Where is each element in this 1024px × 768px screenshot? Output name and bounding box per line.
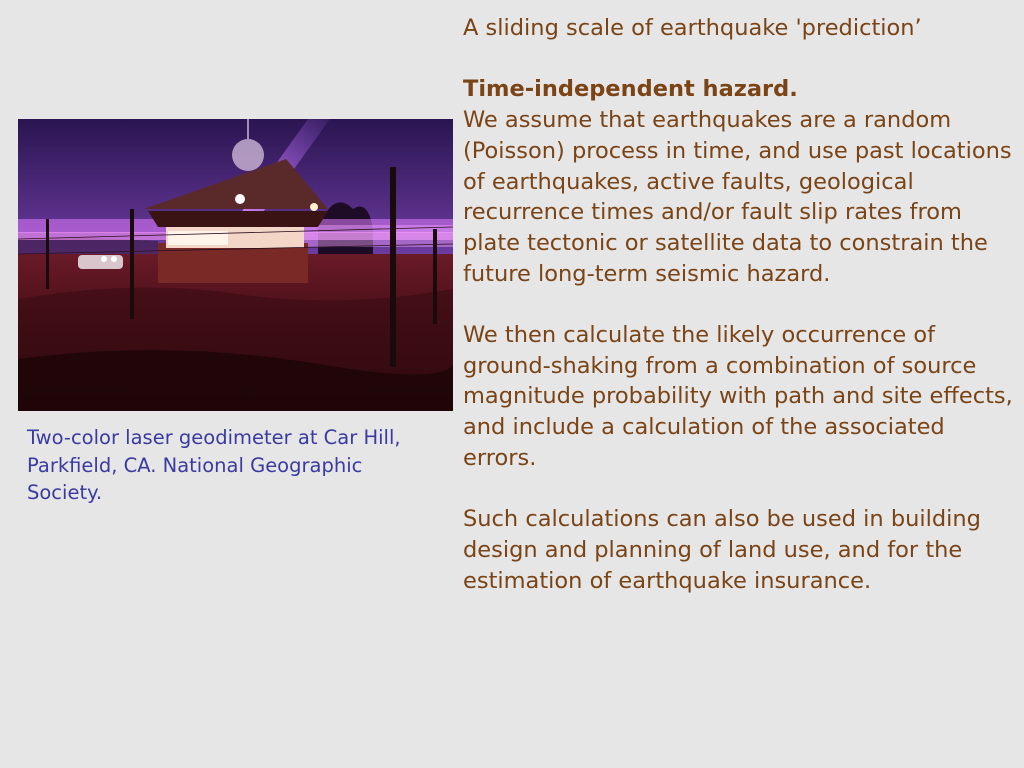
spacer (463, 474, 1019, 505)
slide-title: A sliding scale of earthquake 'prediction’ (463, 15, 922, 41)
paragraph-applications: Such calculations can also be used in building design and planning of land use, and for the estimation of earthquake insurance. (463, 506, 981, 594)
spacer (463, 289, 1019, 320)
geodimeter-photo (18, 119, 453, 411)
section-heading: Time-independent hazard. (463, 76, 798, 103)
photo-caption: Two-color laser geodimeter at Car Hill, Parkfield, CA. National Geographic Society. (27, 426, 401, 504)
main-text-column (463, 13, 1019, 596)
paragraph-calculation: We then calculate the likely occurrence of ground-shaking from a combination of source magnitude probability with path and site effects, and include a calculation of the associated errors. (463, 322, 1013, 471)
spacer (463, 44, 1019, 75)
paragraph-assumptions: We assume that earthquakes are a random (Poisson) process in time, and use past locations of earthquakes, active faults, geological recurrence times and/or fault slip rates from plate tectonic or satellite data to constrain the future long-term seismic hazard. (463, 107, 1012, 287)
